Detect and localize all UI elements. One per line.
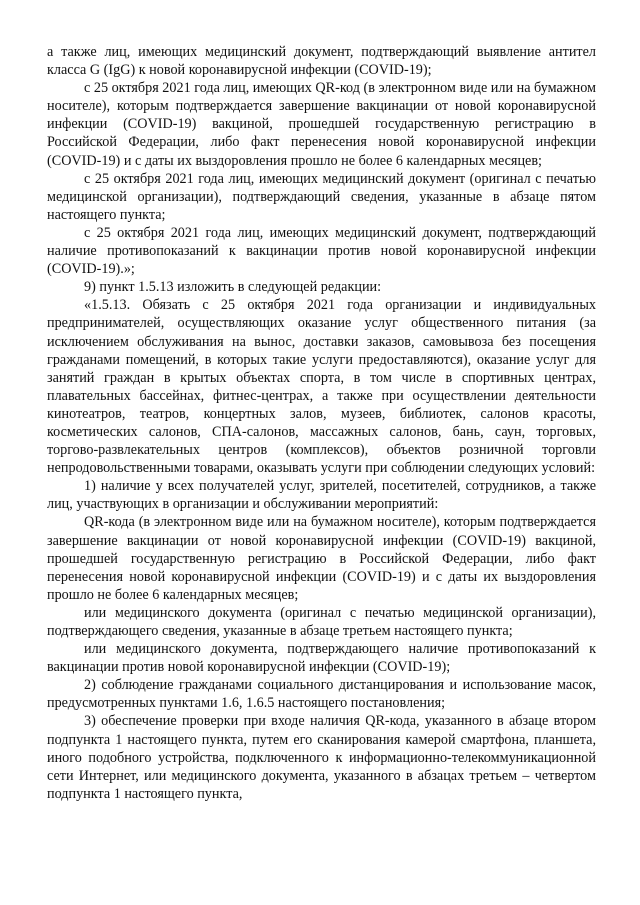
paragraph-qr-code-persons: с 25 октября 2021 года лиц, имеющих QR-код (в электронном виде или на бумажном носителе), которым подтверждается завершение вакцинации от новой коронавирусной инфекции (COVID-19) вакциной, прошедшей государственную регистрацию в Российской Федерации, либо факт перенесения новой коронавирусной инфекции (COVID-19) и с даты их выздоровления прошло не более 6 календарных месяцев; (47, 80, 597, 169)
paragraph-subitem-3: 3) обеспечение проверки при входе наличия QR-кода, указанного в абзаце втором подпункта 1 настоящего пункта, путем его сканирования камерой смартфона, планшета, иного подобного устройства, подключенного к информационно-телекоммуникационной сети Интернет, или медицинского документа, указанного в абзацах третьем – четвертом подпункта 1 настоящего пункта, (47, 713, 596, 802)
paragraph-subitem-2: 2) соблюдение гражданами социального дистанцирования и использование масок, предусмотренных пунктами 1.6, 1.6.5 настоящего постановления; (47, 677, 596, 712)
paragraph-qr-code: QR-кода (в электронном виде или на бумажном носителе), которым подтверждается завершение вакцинации от новой коронавирусной инфекции (COVID-19) вакциной, прошедшей государственную регистрацию в Российской Федерации, либо факт перенесения новой коронавирусной инфекции (COVID-19) и с даты их выздоровления прошло не более 6 календарных месяцев; (47, 514, 596, 603)
paragraph-clause-1-5-13: «1.5.13. Обязать с 25 октября 2021 года организации и индивидуальных предпринимателей, осуществляющих оказание услуг общественного питания (за исключением обслуживания на вынос, доставки заказов, самовывоза без посещения гражданами помещений, в которых такие услуги предоставляются), оказание услуг для занятий граждан в крытых объектах спорта, в том числе в спортивных центрах, плавательных бассейнах, фитнес-центрах, а также при осуществлении деятельности кинотеатров, театров, концертных залов, музеев, библиотек, салонов красоты, косметических салонов, СПА-салонов, массажных салонов, бань, саун, торговых, торгово-развлекательных центров (комплексов), объектов розничной торговли непродовольственными товарами, оказывать услуги при соблюдении следующих условий: (47, 297, 596, 477)
paragraph-subitem-1: 1) наличие у всех получателей услуг, зрителей, посетителей, сотрудников, а также лиц, участвующих в организации и обслуживании мероприятий: (47, 478, 596, 513)
paragraph-medical-document: или медицинского документа (оригинал с печатью медицинской организации), подтверждающего сведения, указанные в абзаце третьем настоящего пункта; (47, 604, 596, 639)
paragraph-item-9: 9) пункт 1.5.13 изложить в следующей редакции: (84, 279, 382, 296)
paragraph-igg-antibodies: а также лиц, имеющих медицинский документ, подтверждающий выявление антител класса G (IgG) к новой коронавирусной инфекции (COVID-19); (47, 44, 596, 79)
document-page (47, 43, 596, 803)
paragraph-contraindications-document: или медицинского документа, подтверждающего наличие противопоказаний к вакцинации против новой коронавирусной инфекции (COVID-19); (47, 641, 596, 676)
paragraph-medical-document-persons: с 25 октября 2021 года лиц, имеющих медицинский документ (оригинал с печатью медицинской организации), подтверждающий сведения, указанные в абзаце пятом настоящего пункта; (47, 170, 596, 223)
paragraph-contraindications-persons: с 25 октября 2021 года лиц, имеющих медицинский документ, подтверждающий наличие противопоказаний к вакцинации против новой коронавирусной инфекции (COVID-19).»; (47, 224, 596, 278)
